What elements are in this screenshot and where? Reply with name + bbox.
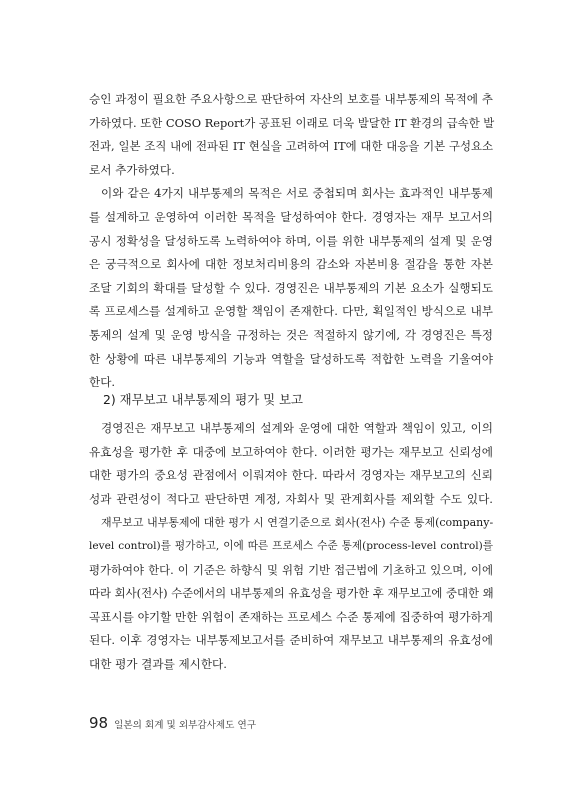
text-line: 대한 평가의 중요성 관점에서 이뤄져야 한다. 따라서 경영자는 재무보고의 신뢰 (89, 468, 493, 483)
intro-body (89, 88, 493, 395)
text-line: 통제의 설계 및 운영 방식을 규정하는 것은 적절하지 않기에, 각 경영진은 특정 (89, 327, 493, 342)
running-title: 일본의 회계 및 외부감사제도 연구 (114, 720, 257, 731)
text-line: 로서 추가하였다. (89, 162, 175, 177)
text-line: 한 상황에 따른 내부통제의 기능과 역할을 달성하도록 적합한 노력을 기울여야 (89, 351, 493, 366)
text-line: 경영진은 재무보고 내부통제의 설계와 운영에 대한 역할과 책임이 있고, 이의 (101, 421, 493, 435)
text-line: 곡표시를 야기할 만한 위험이 존재하는 프로세스 수준 통제에 집중하여 평가하게 (89, 609, 493, 624)
text-line: 대한 평가 결과를 제시한다. (89, 656, 227, 671)
text-line: 공시 정확성을 달성하도록 노력하여야 하며, 이를 위한 내부통제의 설계 및 운영 (89, 233, 493, 248)
paragraph-evaluation (89, 417, 493, 511)
section-body (89, 417, 493, 677)
text-line: 재무보고 내부통제에 대한 평가 시 연결기준으로 회사(전사) 수준 통제(company- (101, 516, 494, 530)
text-line: 록 프로세스를 설계하고 운영할 책임이 존재한다. 다만, 획일적인 방식으로 내부 (89, 304, 493, 319)
text-line: 유효성을 평가한 후 대중에 보고하여야 한다. 이러한 평가는 재무보고 신뢰성에 (89, 444, 493, 459)
text-line: 한다. (89, 375, 116, 390)
section-heading: 2) 재무보고 내부통제의 평가 및 보고 (103, 392, 303, 407)
text-line: 조달 기회의 확대를 달성할 수 있다. 경영진은 내부통제의 기본 요소가 실행되도 (89, 280, 493, 295)
paragraph-objectives (89, 182, 493, 394)
text-line: 를 설계하고 운영하여 이러한 목적을 달성하여야 한다. 경영자는 재무 보고서의 (89, 209, 493, 224)
text-line: 가하였다. 또한 COSO Report가 공표된 이래로 더욱 발달한 IT 환경의 급속한 발 (89, 115, 495, 130)
text-line: level control)를 평가하고, 이에 따른 프로세스 수준 통제(process-level control)를 (89, 539, 493, 552)
paragraph-control-levels (89, 511, 493, 676)
text-line: 전과, 일본 조직 내에 전파된 IT 현실을 고려하여 IT에 대한 대응을 기본 구성요소 (89, 139, 493, 154)
text-line: 따라 회사(전사) 수준에서의 내부통제의 유효성을 평가한 후 재무보고에 중대한 왜 (89, 586, 494, 601)
text-line: 평가하여야 한다. 이 기준은 하향식 및 위험 기반 접근법에 기초하고 있으며, 이에 (89, 562, 493, 577)
text-line: 승인 과정이 필요한 주요사항으로 판단하여 자산의 보호를 내부통제의 목적에 추 (89, 92, 493, 106)
page-footer (89, 714, 256, 732)
page-number: 98 (89, 714, 109, 732)
text-line: 이와 같은 4가지 내부통제의 목적은 서로 중첩되며 회사는 효과적인 내부통제 (101, 186, 493, 201)
text-line: 성과 관련성이 적다고 판단하면 계정, 자회사 및 관계회사를 제외할 수도 있다. (89, 491, 493, 506)
text-line: 된다. 이후 경영자는 내부통제보고서를 준비하여 재무보고 내부통제의 유효성에 (89, 633, 493, 648)
text-line: 은 궁극적으로 회사에 대한 정보처리비용의 감소와 자본비용 절감을 통한 자본 (89, 257, 493, 272)
paragraph-continued (89, 88, 493, 182)
